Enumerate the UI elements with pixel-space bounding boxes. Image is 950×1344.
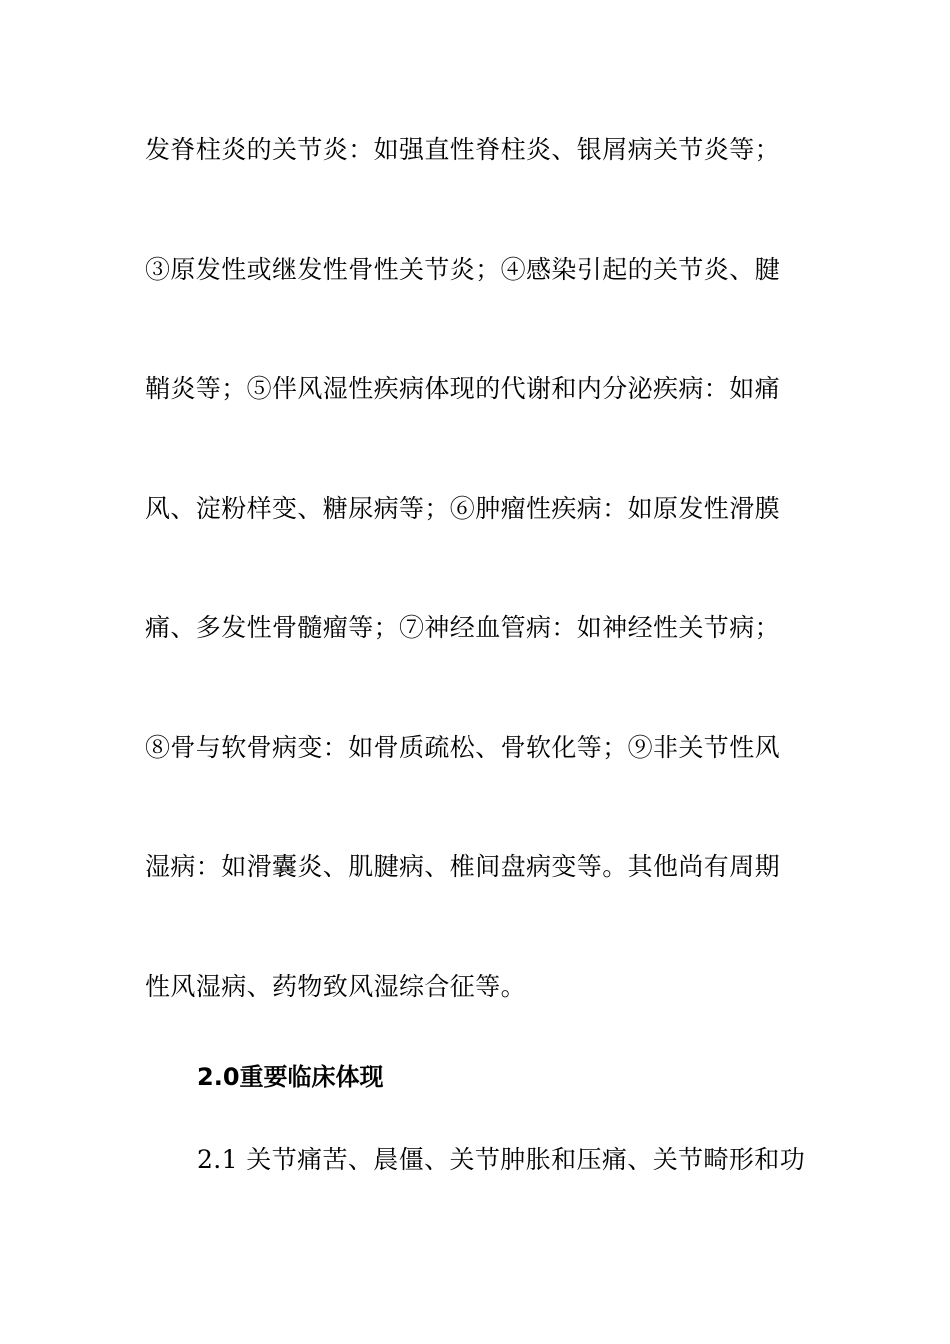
paragraph-line-6: ⑧骨与软骨病变：如骨质疏松、骨软化等；⑨非关节性风 [145,733,781,762]
paragraph-line-2: ③原发性或继发性骨性关节炎；④感染引起的关节炎、腱 [145,255,781,284]
subsection-line: 2.1 关节痛苦、晨僵、关节肿胀和压痛、关节畸形和功 [197,1145,806,1174]
paragraph-line-3: 鞘炎等；⑤伴风湿性疾病体现的代谢和内分泌疾病：如痛 [145,374,781,403]
section-heading: 2.0重要临床体现 [197,1063,384,1091]
paragraph-line-1: 发脊柱炎的关节炎：如强直性脊柱炎、银屑病关节炎等； [145,135,781,164]
paragraph-line-4: 风、淀粉样变、糖尿病等；⑥肿瘤性疾病：如原发性滑膜 [145,494,781,523]
paragraph-line-7: 湿病：如滑囊炎、肌腱病、椎间盘病变等。其他尚有周期 [145,852,781,881]
paragraph-line-8: 性风湿病、药物致风湿综合征等。 [145,972,527,1001]
paragraph-line-5: 痛、多发性骨髓瘤等；⑦神经血管病：如神经性关节病； [145,613,781,642]
